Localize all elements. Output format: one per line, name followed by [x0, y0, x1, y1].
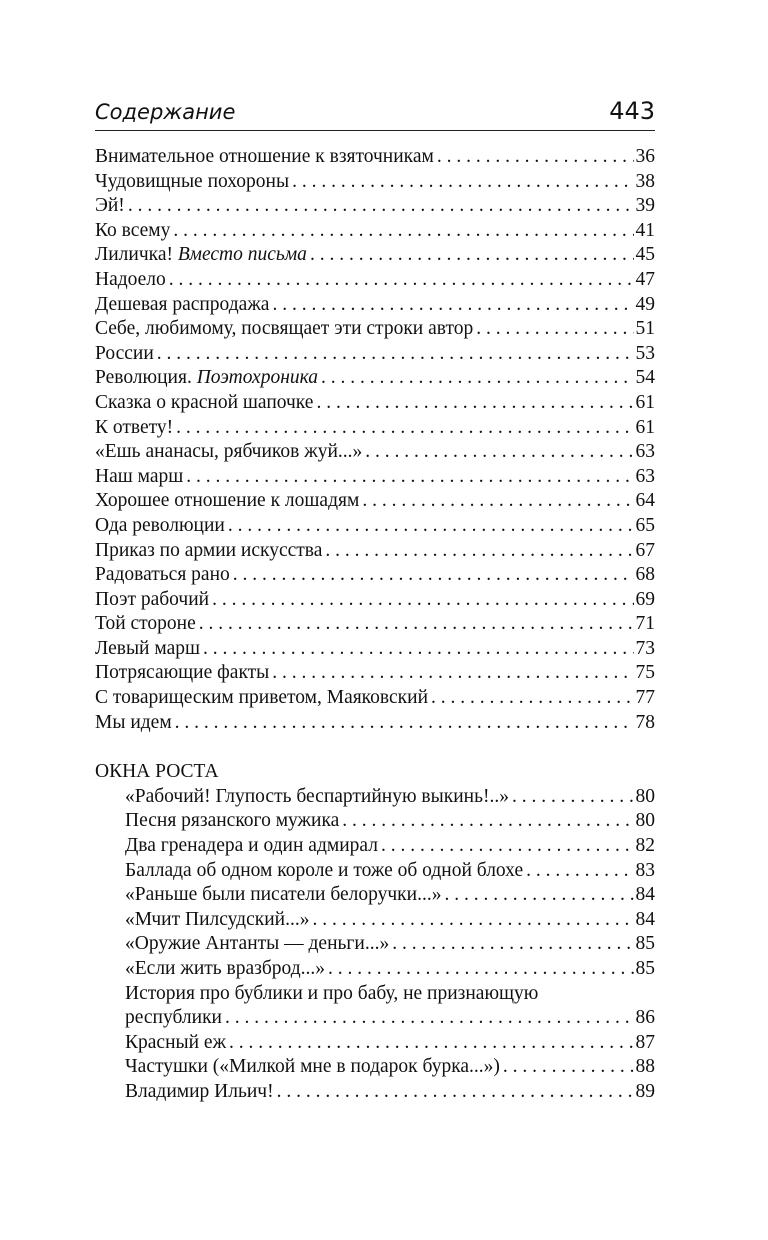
toc-entry-page: 75	[635, 662, 655, 684]
dot-leader	[503, 1055, 634, 1080]
toc-entry-title	[95, 416, 173, 441]
toc-entry-title-text: Приказ по армии искусства	[95, 539, 323, 561]
toc-entry-page: 80	[635, 810, 655, 832]
toc-entry-page: 87	[635, 1031, 655, 1053]
toc-entry-title	[95, 145, 434, 170]
toc-entry-title-text: Лиличка!	[95, 244, 173, 266]
toc-entry-title-text: Наш марш	[95, 465, 184, 487]
dot-leader	[312, 908, 633, 933]
toc-entry-title-text: Ода революции	[95, 514, 225, 536]
toc-entry-page: 61	[635, 416, 655, 438]
toc-entry-title-text: Потрясающие факты	[95, 662, 270, 684]
toc-entry-page: 77	[635, 687, 655, 709]
toc-entry-page: 41	[635, 219, 655, 241]
toc-entry	[95, 145, 655, 170]
toc-entry	[95, 366, 655, 391]
toc-entry-page: 38	[635, 170, 655, 192]
toc-entry	[95, 1006, 655, 1031]
toc-entry	[95, 686, 655, 711]
dot-leader	[229, 1031, 633, 1056]
toc-entry-title	[95, 686, 428, 711]
page-number: 443	[609, 97, 655, 125]
toc-entry	[95, 1080, 655, 1105]
toc-entry-title-text: Радоваться рано	[95, 564, 230, 586]
toc-entry	[95, 588, 655, 613]
toc-entry-title	[95, 612, 196, 637]
toc-entry-page: 54	[635, 367, 655, 389]
toc-entry	[95, 170, 655, 195]
dot-leader	[444, 883, 633, 908]
toc-entry-title-text: Эй!	[95, 195, 125, 217]
toc-entry-title	[95, 661, 269, 686]
dot-leader	[186, 465, 633, 490]
toc-entry	[95, 514, 655, 539]
toc-entry-title-text: Той стороне	[95, 613, 196, 635]
toc-entry-title	[95, 243, 307, 268]
toc-entry	[95, 539, 655, 564]
toc-entry-page: 64	[635, 490, 655, 512]
dot-leader	[169, 268, 634, 293]
toc-entry-title-text: Хорошее отношение к лошадям	[95, 490, 360, 512]
toc-entry-title-text: Чудовищные похороны	[95, 170, 290, 192]
toc-entry-title-text: «Раньше были писатели белоручки...»	[125, 884, 442, 906]
dot-leader	[316, 391, 633, 416]
toc-entry-title-text: Баллада об одном короле и тоже об одной блохе	[125, 859, 524, 881]
dot-leader	[228, 514, 634, 539]
toc-entry	[95, 711, 655, 736]
toc-entry-title	[125, 859, 523, 884]
toc-entry	[95, 342, 655, 367]
toc-entry-title	[95, 465, 183, 490]
toc-entry	[95, 1055, 655, 1080]
dot-leader	[272, 661, 633, 686]
toc-entry	[95, 243, 655, 268]
toc-entry-page: 39	[635, 195, 655, 217]
toc-entry-title-text: «Оружие Антанты — деньги...»	[125, 933, 390, 955]
toc-entry	[95, 465, 655, 490]
toc-entry	[95, 268, 655, 293]
dot-leader	[365, 440, 633, 465]
toc-entry-title	[95, 539, 322, 564]
toc-entry-title	[125, 1055, 500, 1080]
toc-entry-title-text: России	[95, 342, 154, 364]
toc-entry	[95, 957, 655, 982]
toc-entry	[95, 440, 655, 465]
toc-entry-title-text: Внимательное отношение к взяточникам	[95, 146, 434, 167]
toc-entry-page: 47	[635, 268, 655, 290]
toc-entry	[95, 908, 655, 933]
toc-entry-title-text: Дешевая распродажа	[95, 293, 270, 315]
toc-entry-page: 82	[635, 835, 655, 857]
toc-entry	[95, 834, 655, 859]
toc-entry-page: 49	[635, 293, 655, 315]
dot-leader	[225, 1006, 634, 1031]
toc-entry-page: 80	[635, 785, 655, 807]
dot-leader	[272, 293, 633, 318]
dot-leader	[173, 219, 633, 244]
dot-leader	[381, 834, 634, 859]
toc-entry-page: 78	[635, 711, 655, 733]
toc-entry-title-text: Два гренадера и один адмирал	[125, 835, 378, 857]
dot-leader	[437, 145, 634, 170]
toc-entry-page: 45	[635, 244, 655, 266]
toc-entry-page: 51	[635, 318, 655, 340]
toc-entry-page: 88	[635, 1056, 655, 1078]
toc-entry-title-text: «Если жить вразброд...»	[125, 958, 326, 979]
dot-leader	[292, 170, 633, 195]
toc-entry-page: 85	[635, 933, 655, 955]
toc-main-list	[95, 145, 655, 735]
dot-leader	[342, 809, 633, 834]
toc-entry-title	[125, 908, 309, 933]
toc-entry	[95, 637, 655, 662]
dot-leader	[176, 416, 633, 441]
toc-entry-title-text: Красный еж	[125, 1031, 227, 1053]
toc-entry-title-text: Сказка о красной шапочке	[95, 391, 314, 413]
toc-entry-title-text: «Ешь ананасы, рябчиков жуй...»	[95, 441, 363, 463]
toc-entry	[95, 563, 655, 588]
toc-entry	[95, 661, 655, 686]
toc-entry	[95, 219, 655, 244]
toc-entry-title	[125, 932, 389, 957]
toc-entry	[95, 391, 655, 416]
dot-leader	[128, 194, 634, 219]
toc-entry-title	[95, 563, 230, 588]
toc-entry	[95, 612, 655, 637]
toc-entry-title	[95, 170, 289, 195]
toc-entry-page: 71	[635, 613, 655, 635]
dot-leader	[310, 243, 634, 268]
running-header	[95, 96, 655, 131]
table-of-contents	[95, 145, 655, 1105]
toc-entry-title	[95, 194, 125, 219]
toc-entry-title	[95, 711, 172, 736]
toc-entry-title	[95, 293, 269, 318]
toc-entry-page: 61	[635, 391, 655, 413]
section-spacer	[95, 735, 655, 760]
toc-entry-page: 63	[635, 441, 655, 463]
toc-entry-page: 89	[635, 1080, 655, 1102]
toc-entry-title-text: Частушки («Милкой мне в подарок бурка...»)	[125, 1056, 500, 1078]
toc-entry-title-text: «Мчит Пилсудский...»	[125, 908, 310, 930]
toc-entry-title-text: Поэт рабочий	[95, 588, 210, 610]
toc-entry-title	[125, 957, 325, 982]
toc-entry	[95, 489, 655, 514]
toc-entry-page: 63	[635, 465, 655, 487]
toc-entry	[95, 809, 655, 834]
toc-entry	[95, 785, 655, 810]
toc-entry-title: республики	[125, 1007, 222, 1029]
toc-entry-page: 85	[635, 958, 655, 979]
dot-leader	[526, 859, 633, 884]
dot-leader	[328, 957, 633, 982]
dot-leader	[212, 588, 633, 613]
toc-entry-page: 84	[635, 908, 655, 930]
toc-entry-page: 73	[635, 637, 655, 659]
running-header-title: Содержание	[95, 100, 236, 124]
toc-entry-title	[125, 785, 509, 810]
toc-entry	[95, 317, 655, 342]
dot-leader	[362, 489, 633, 514]
toc-entry-page: 83	[635, 859, 655, 881]
toc-entry-title-line: История про бублики и про бабу, не признающую	[125, 982, 539, 1004]
toc-entry-page: 53	[635, 342, 655, 364]
section-heading: ОКНА РОСТА	[95, 761, 219, 783]
dot-leader	[157, 342, 634, 367]
dot-leader	[321, 366, 633, 391]
toc-entry-subtitle: Вместо письма	[177, 244, 307, 266]
toc-entry-title	[95, 342, 154, 367]
toc-entry-title-text: Себе, любимому, посвящает эти строки автор	[95, 318, 474, 340]
dot-leader	[277, 1080, 634, 1105]
toc-entry-title	[125, 1080, 274, 1105]
dot-leader	[199, 612, 634, 637]
toc-entry-title-text: Левый марш	[95, 637, 200, 659]
toc-entry	[95, 416, 655, 441]
toc-entry-title-text: К ответу!	[95, 416, 174, 438]
toc-entry-title-text: Песня рязанского мужика	[125, 810, 340, 832]
toc-entry	[95, 859, 655, 884]
dot-leader	[175, 711, 634, 736]
toc-entry-title	[125, 834, 378, 859]
toc-entry-title	[95, 391, 313, 416]
toc-entry-title-text: Надоело	[95, 268, 166, 290]
toc-entry	[95, 194, 655, 219]
toc-entry-title	[95, 317, 473, 342]
toc-entry	[95, 1031, 655, 1056]
toc-entry-title	[95, 588, 209, 613]
dot-leader	[431, 686, 633, 711]
toc-entry-title	[95, 514, 225, 539]
toc-entry-page: 84	[635, 884, 655, 906]
toc-entry-title	[95, 268, 166, 293]
toc-entry-title-text: Революция.	[95, 367, 192, 389]
toc-entry-title-text: С товарищеским приветом, Маяковский	[95, 687, 429, 709]
toc-entry-title-text: Владимир Ильич!	[125, 1080, 274, 1102]
toc-entry-title	[125, 883, 441, 908]
toc-entry-title-text: Мы идем	[95, 711, 172, 733]
dot-leader	[325, 539, 633, 564]
toc-entry-title	[125, 1031, 226, 1056]
toc-entry-title	[95, 637, 200, 662]
toc-entry	[95, 883, 655, 908]
toc-entry-title	[95, 219, 170, 244]
toc-entry-page: 86	[635, 1007, 655, 1029]
toc-entry-subtitle: Поэтохроника	[196, 367, 319, 389]
dot-leader	[233, 563, 634, 588]
toc-entry-page: 36	[635, 146, 655, 167]
toc-entry-page: 67	[635, 539, 655, 561]
toc-entry-page: 65	[635, 514, 655, 536]
dot-leader	[203, 637, 634, 662]
toc-entry-title	[95, 440, 362, 465]
toc-entry-title	[95, 489, 359, 514]
toc-entry-page: 69	[635, 588, 655, 610]
toc-entry	[95, 293, 655, 318]
toc-entry-title	[95, 366, 318, 391]
dot-leader	[392, 932, 633, 957]
dot-leader	[512, 785, 634, 810]
toc-section-list	[95, 785, 655, 1105]
toc-entry	[95, 932, 655, 957]
dot-leader	[476, 317, 633, 342]
toc-entry-title-text: Ко всему	[95, 219, 171, 241]
toc-entry-title	[125, 809, 339, 834]
toc-entry-page: 68	[635, 564, 655, 586]
toc-entry-title-text: «Рабочий! Глупость беспартийную выкинь!..»	[125, 785, 509, 807]
